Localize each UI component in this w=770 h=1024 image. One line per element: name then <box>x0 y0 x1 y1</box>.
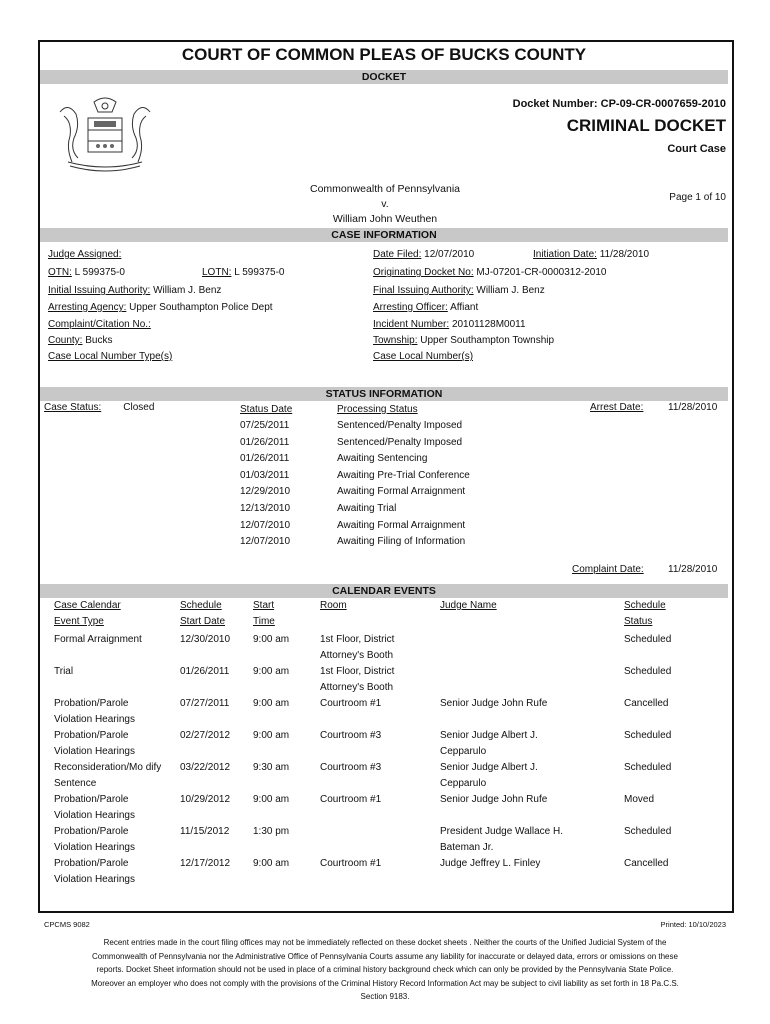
status-row-processing-status: Awaiting Sentencing <box>337 453 428 465</box>
county: County: Bucks <box>48 335 113 346</box>
calendar-events-bar: CALENDAR EVENTS <box>40 584 728 598</box>
judge-name-cell: Senior Judge Albert J. Cepparulo <box>440 730 538 757</box>
complaint-date-label: Complaint Date: <box>572 564 644 575</box>
event-type-cell: Probation/Parole Violation Hearings <box>54 858 135 885</box>
caption-plaintiff: Commonwealth of Pennsylvania <box>310 183 460 195</box>
lotn: LOTN: L 599375-0 <box>202 267 285 278</box>
schedule-status-cell: Scheduled <box>624 826 672 837</box>
event-type-cell: Reconsideration/Mo dify Sentence <box>54 762 162 789</box>
event-type-cell: Formal Arraignment <box>54 634 142 645</box>
arrest-date-label: Arrest Date: <box>590 402 644 413</box>
docket-number: Docket Number: CP-09-CR-0007659-2010 <box>512 98 726 110</box>
status-row-processing-status: Awaiting Pre-Trial Conference <box>337 469 470 481</box>
status-row-processing-status: Awaiting Filing of Information <box>337 536 466 548</box>
judge-name-cell: Senior Judge John Rufe <box>440 794 548 805</box>
schedule-status-cell: Scheduled <box>624 762 672 773</box>
col-start-time: Start Time <box>253 600 275 627</box>
arresting-agency: Arresting Agency: Upper Southampton Police Dept <box>48 302 273 313</box>
status-row-processing-status: Awaiting Formal Arraignment <box>337 486 466 498</box>
room-cell: Courtroom #3 <box>320 730 382 741</box>
processing-status-header: Processing Status <box>337 404 418 415</box>
status-date-header: Status Date <box>240 404 293 415</box>
schedule-status-cell: Cancelled <box>624 858 669 869</box>
start-time-cell: 9:00 am <box>253 666 290 677</box>
final-issuing-authority: Final Issuing Authority: William J. Benz <box>373 285 545 296</box>
judge-name-cell: Judge Jeffrey L. Finley <box>440 858 541 869</box>
schedule-date-cell: 12/30/2010 <box>180 634 231 645</box>
status-row-date: 12/13/2010 <box>240 503 291 514</box>
township: Township: Upper Southampton Township <box>373 335 555 346</box>
printed-date: Printed: 10/10/2023 <box>660 920 726 929</box>
start-time-cell: 9:00 am <box>253 634 290 645</box>
form-number: CPCMS 9082 <box>44 920 90 929</box>
schedule-status-cell: Scheduled <box>624 666 672 677</box>
room-cell: 1st Floor, District Attorney's Booth <box>320 666 395 693</box>
event-type-cell: Probation/Parole Violation Hearings <box>54 826 135 853</box>
event-type-cell: Probation/Parole Violation Hearings <box>54 794 135 821</box>
arresting-officer: Arresting Officer: Affiant <box>373 302 479 313</box>
col-room: Room <box>320 600 347 611</box>
initial-issuing-authority: Initial Issuing Authority: William J. Benz <box>48 285 222 296</box>
complaint-citation-label: Complaint/Citation No.: <box>48 319 151 330</box>
complaint-date: 11/28/2010 <box>668 564 718 575</box>
incident-number: Incident Number: 20101128M0011 <box>373 319 526 330</box>
start-time-cell: 9:00 am <box>253 730 290 741</box>
start-time-cell: 9:00 am <box>253 858 290 869</box>
status-row-date: 12/07/2010 <box>240 536 291 548</box>
status-row-date: 07/25/2011 <box>240 420 290 431</box>
schedule-date-cell: 01/26/2011 <box>180 666 230 677</box>
col-event-type: Case Calendar Event Type <box>54 600 121 627</box>
status-row-date: 12/07/2010 <box>240 519 291 531</box>
start-time-cell: 9:00 am <box>253 794 290 805</box>
event-type-cell: Trial <box>54 666 74 677</box>
arrest-date: 11/28/2010 <box>668 402 718 413</box>
status-row-date: 01/03/2011 <box>240 469 290 481</box>
caption-versus: v. <box>381 198 389 210</box>
room-cell: Courtroom #3 <box>320 762 382 773</box>
case-local-number-type-label: Case Local Number Type(s) <box>48 351 173 362</box>
judge-name-cell: Senior Judge Albert J. Cepparulo <box>440 762 538 789</box>
schedule-status-cell: Scheduled <box>624 634 672 645</box>
schedule-date-cell: 07/27/2011 <box>180 698 230 709</box>
event-type-cell: Probation/Parole Violation Hearings <box>54 730 135 757</box>
start-time-cell: 9:00 am <box>253 698 290 709</box>
judge-assigned-label: Judge Assigned: <box>48 249 122 260</box>
pennsylvania-seal-icon <box>50 92 160 176</box>
judge-name-cell: President Judge Wallace H. Bateman Jr. <box>440 826 564 853</box>
room-cell: Courtroom #1 <box>320 794 382 805</box>
disclaimer-text: Recent entries made in the court filing offices may not be immediately reflected on these docket sheets . Neither the courts of the Unified Judicial System of the Commonwealth of Pennsylvania nor the Administrative Office of Pennsylvania Courts assume any liability for inaccurate or delayed data, errors or omissions on these reports. Docket Sheet information should not be used in place of a criminal history background check which can only be provided by the Pennsylvania State Police. Moreover an employer who does not comply with the provisions of the Criminal History Record Information Act may be subject to civil liability as set forth in 18 Pa.C.S. Section 9183. <box>91 938 679 1002</box>
page-number: Page 1 of 10 <box>669 192 726 203</box>
start-time-cell: 9:30 am <box>253 762 290 773</box>
start-time-cell: 1:30 pm <box>253 826 290 837</box>
caption-defendant: William John Weuthen <box>332 213 438 225</box>
room-cell: 1st Floor, District Attorney's Booth <box>320 634 395 661</box>
col-schedule-start-date: Schedule Start Date <box>180 600 226 627</box>
docket-bar: DOCKET <box>40 70 728 84</box>
event-type-cell: Probation/Parole Violation Hearings <box>54 698 135 725</box>
docket-type: CRIMINAL DOCKET <box>566 116 726 135</box>
case-information-bar: CASE INFORMATION <box>40 228 728 242</box>
case-local-number-label: Case Local Number(s) <box>373 351 474 362</box>
status-row-date: 12/29/2010 <box>240 486 291 498</box>
initiation-date: Initiation Date: 11/28/2010 <box>533 249 650 260</box>
col-schedule-status: Schedule Status <box>624 600 666 627</box>
court-title: COURT OF COMMON PLEAS OF BUCKS COUNTY <box>181 45 587 64</box>
otn: OTN: L 599375-0 <box>48 267 125 278</box>
case-caption <box>300 182 470 227</box>
date-filed: Date Filed: 12/07/2010 <box>373 249 475 260</box>
status-row-date: 01/26/2011 <box>240 436 290 448</box>
originating-docket: Originating Docket No: MJ-07201-CR-0000312-2010 <box>373 267 607 278</box>
schedule-status-cell: Scheduled <box>624 730 672 741</box>
schedule-date-cell: 12/17/2012 <box>180 858 231 869</box>
schedule-date-cell: 11/15/2012 <box>180 826 230 837</box>
status-row-processing-status: Awaiting Formal Arraignment <box>337 519 466 531</box>
room-cell: Courtroom #1 <box>320 858 382 869</box>
status-row-date: 01/26/2011 <box>240 453 290 465</box>
schedule-date-cell: 02/27/2012 <box>180 730 231 741</box>
room-cell: Courtroom #1 <box>320 698 382 709</box>
schedule-status-cell: Moved <box>624 794 655 805</box>
court-case-label: Court Case <box>667 143 726 155</box>
judge-name-cell: Senior Judge John Rufe <box>440 698 548 709</box>
schedule-date-cell: 10/29/2012 <box>180 794 231 805</box>
status-information-bar: STATUS INFORMATION <box>40 387 728 401</box>
case-status: Case Status: Closed <box>44 402 155 413</box>
col-judge-name: Judge Name <box>440 600 497 611</box>
status-row-processing-status: Sentenced/Penalty Imposed <box>337 420 463 431</box>
status-row-processing-status: Awaiting Trial <box>337 503 397 514</box>
schedule-status-cell: Cancelled <box>624 698 669 709</box>
schedule-date-cell: 03/22/2012 <box>180 762 231 773</box>
status-row-processing-status: Sentenced/Penalty Imposed <box>337 436 463 448</box>
